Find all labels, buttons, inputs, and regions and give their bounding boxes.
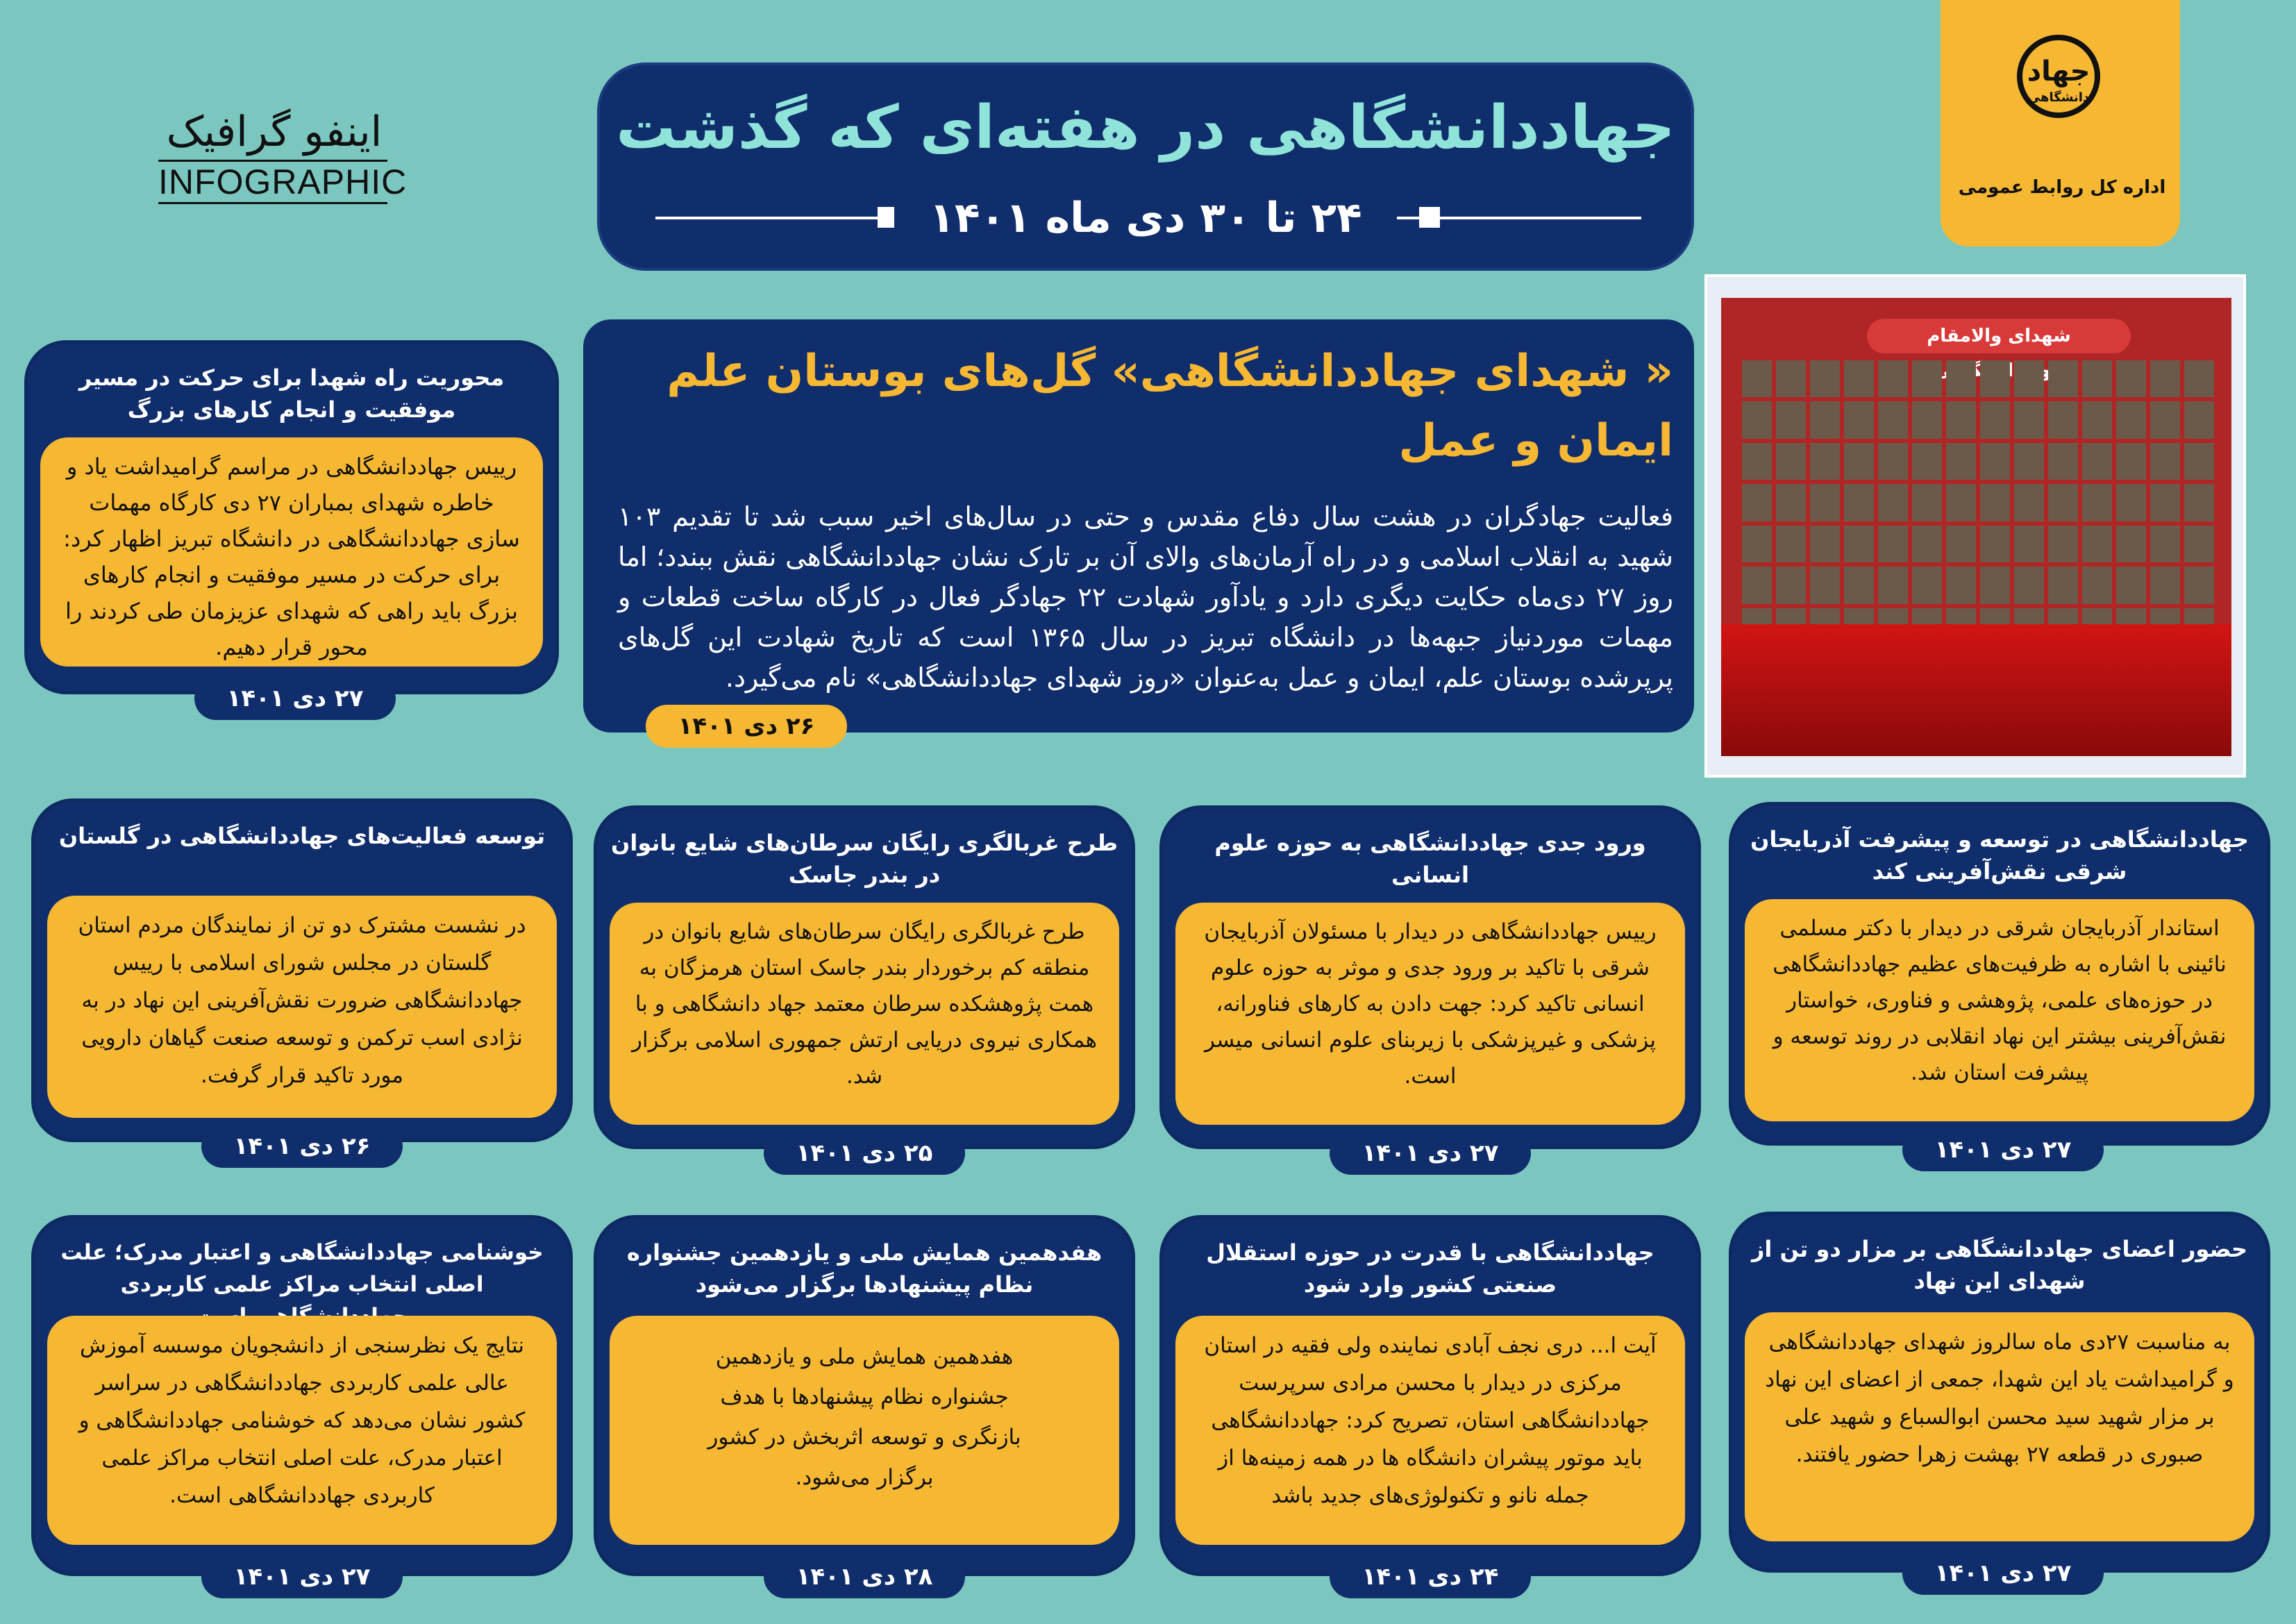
- portrait-tile: [2116, 526, 2146, 562]
- card-title: طرح غربالگری رایگان سرطان‌های شایع بانوان در بندر جاسک: [611, 830, 1118, 888]
- portrait-tile: [1844, 443, 1874, 480]
- portrait-tile: [2048, 567, 2078, 603]
- card-body: رییس جهاددانشگاهی در دیدار با مسئولان آذربایجان شرقی با تاکید بر ورود جدی و موثر به حوزه علوم انسانی تاکید کرد: جهت دادن به کارهای فناورانه، پزشکی و غیرپزشکی با زیربنای علوم انسانی میسر است.: [1175, 903, 1685, 1125]
- logo-caption: اداره کل روابط عمومی: [1958, 177, 2166, 198]
- portrait-tile: [1946, 443, 1976, 480]
- portrait-tile: [2150, 526, 2180, 562]
- portrait-tile: [1810, 360, 1840, 397]
- portrait-tile: [1776, 443, 1806, 480]
- portrait-tile: [2150, 567, 2180, 603]
- feature-date: ۲۶ دی ۱۴۰۱: [646, 705, 847, 748]
- portrait-tile: [2184, 484, 2214, 521]
- portrait-tile: [2116, 360, 2146, 397]
- card-date: ۲۷ دی ۱۴۰۱: [201, 1555, 403, 1598]
- portrait-tile: [1980, 484, 2010, 521]
- feature-body: فعالیت جهادگران در هشت سال دفاع مقدس و حتی در سال‌های اخیر سبب شد تا تقدیم ۱۰۳ شهید به انقلاب اسلامی و در راه آرمان‌های والای آن بر تارک نشان جهاددانشگاهی نقش ببندد؛ اما روز ۲۷ دی‌ماه حکایت دیگری دارد و یادآور شهادت ۲۲ جهادگر فعال در کارگاه ساخت قطعات و مهمات موردنیاز جبهه‌ها در دانشگاه تبریز در سال ۱۳۶۵ است که تاریخ شهادت این گل‌های پرپرشده بوستان علم، ایمان و عمل به‌عنوان «روز شهدای جهاددانشگاهی» نام می‌گیرد.: [618, 501, 1673, 693]
- portrait-tile: [2184, 443, 2214, 480]
- portrait-tile: [2150, 443, 2180, 480]
- poster-panel: [1721, 298, 2231, 756]
- page-title: جهاددانشگاهی در هفته‌ای که گذشت: [616, 93, 1675, 162]
- news-card: [1159, 805, 1701, 1167]
- portrait-tile: [1878, 567, 1908, 603]
- portrait-tile: [2116, 484, 2146, 521]
- portrait-tile: [1980, 360, 2010, 397]
- portrait-tile: [2184, 401, 2214, 438]
- tulips-image: [1721, 624, 2231, 756]
- portrait-tile: [2082, 401, 2112, 438]
- portrait-tile: [1742, 401, 1772, 438]
- portrait-tile: [2014, 567, 2044, 603]
- card-body: طرح غربالگری رایگان سرطان‌های شایع بانوان در منطقه کم برخوردار بندر جاسک استان هرمزگان به همت پژوهشکده سرطان معتمد جهاد دانشگاهی و با همکاری نیروی دریایی ارتش جمهوری اسلامی برگزار شد.: [610, 903, 1119, 1125]
- card-title: هفدهمین همایش ملی و یازدهمین جشنواره نظام پیشنهادها برگزار می‌شود: [626, 1239, 1103, 1298]
- portrait-tile: [2116, 443, 2146, 480]
- portrait-tile: [1810, 484, 1840, 521]
- logo-subtitle: دانشگاهی: [2027, 90, 2090, 105]
- card-body: استاندار آذربایجان شرقی در دیدار با دکتر مسلمی نائینی با اشاره به ظرفیت‌های عظیم جهاددانشگاهی در حوزه‌های علمی، پژوهشی و فناوری، خواستار نقش‌آفرینی بیشتر این نهاد انقلابی در روند توسعه و پیشرفت استان شد.: [1745, 899, 2254, 1121]
- news-card: [594, 1215, 1135, 1591]
- portrait-tile: [2082, 443, 2112, 480]
- news-card: [31, 798, 573, 1160]
- portrait-tile: [1844, 360, 1874, 397]
- card-date: ۲۷ دی ۱۴۰۱: [1902, 1552, 2104, 1595]
- portrait-tile: [2082, 526, 2112, 562]
- card-date: ۲۷ دی ۱۴۰۱: [1330, 1132, 1531, 1175]
- portrait-tile: [2150, 401, 2180, 438]
- card-date: ۲۵ دی ۱۴۰۱: [764, 1132, 965, 1175]
- news-card: [31, 1215, 573, 1591]
- feature-article: [583, 319, 1694, 740]
- portrait-tile: [1980, 401, 2010, 438]
- card-title: محوریت راه شهدا برای حرکت در مسیر موفقیت و انجام کارهای بزرگ: [78, 365, 505, 423]
- card-body: هفدهمین همایش ملی و یازدهمین جشنواره نظام پیشنهادها با هدف بازنگری و توسعه اثربخش در کشور برگزار می‌شود.: [610, 1316, 1119, 1545]
- portrait-tile: [1776, 401, 1806, 438]
- news-card: [1729, 802, 2270, 1164]
- portrait-tile: [1810, 401, 1840, 438]
- portrait-tile: [1742, 484, 1772, 521]
- card-date: ۲۷ دی ۱۴۰۱: [1902, 1128, 2104, 1171]
- portrait-tile: [1946, 360, 1976, 397]
- portrait-tile: [2014, 401, 2044, 438]
- portrait-tile: [1912, 484, 1942, 521]
- portrait-tile: [2082, 484, 2112, 521]
- portrait-tile: [1878, 360, 1908, 397]
- portrait-tile: [1878, 401, 1908, 438]
- portrait-tile: [1878, 484, 1908, 521]
- portrait-tile: [2184, 526, 2214, 562]
- logo-word: جهاد: [2027, 56, 2090, 87]
- news-card: [24, 340, 559, 712]
- card-title: ورود جدی جهاددانشگاهی به حوزه علوم انسانی: [1214, 830, 1646, 888]
- card-date: ۲۶ دی ۱۴۰۱: [201, 1125, 403, 1168]
- portrait-tile: [1844, 401, 1874, 438]
- portrait-tile: [1980, 567, 2010, 603]
- card-title: توسعه فعالیت‌های جهاددانشگاهی در گلستان: [58, 823, 546, 849]
- portrait-tile: [2014, 526, 2044, 562]
- portrait-tile: [1980, 526, 2010, 562]
- portrait-tile: [2014, 443, 2044, 480]
- portrait-grid: [1742, 360, 2214, 645]
- card-title: خوشنامی جهاددانشگاهی و اعتبار مدرک؛ علت اصلی انتخاب مراکز علمی کاربردی: [60, 1240, 544, 1297]
- portrait-tile: [1844, 526, 1874, 562]
- portrait-tile: [1776, 360, 1806, 397]
- card-title: جهاددانشگاهی با قدرت در حوزه استقلال صنعتی کشور وارد شود: [1206, 1239, 1654, 1298]
- header-banner: [597, 62, 1694, 271]
- portrait-tile: [1946, 567, 1976, 603]
- portrait-tile: [2048, 484, 2078, 521]
- card-body: آیت ا... دری نجف آبادی نماینده ولی فقیه در استان مرکزی در دیدار با محسن مرادی سرپرست جهاددانشگاهی استان، تصریح کرد: جهاددانشگاهی باید موتور پیشران دانشگاه ها در همه زمینه‌ها از جمله نانو و تکنولوژی‌های جدید باشد: [1175, 1316, 1685, 1545]
- card-body: در نشست مشترک دو تن از نمایندگان مردم استان گلستان در مجلس شورای اسلامی با رییس جهاددانشگاهی ضرورت نقش‌آفرینی این نهاد در به نژادی اسب ترکمن و توسعه صنعت گیاهان دارویی مورد تاکید قرار گرفت.: [47, 896, 557, 1118]
- card-date: ۲۷ دی ۱۴۰۱: [194, 677, 396, 720]
- card-date: ۲۴ دی ۱۴۰۱: [1330, 1555, 1531, 1598]
- infographic-label-fa: اینفو گرافیک: [166, 108, 383, 156]
- news-card: [594, 805, 1135, 1167]
- portrait-tile: [2014, 360, 2044, 397]
- poster-banner: شهدای والامقام: [1867, 319, 2131, 353]
- date-range: ۲۴ تا ۳۰ دی ماه ۱۴۰۱: [894, 194, 1396, 242]
- portrait-tile: [1912, 526, 1942, 562]
- portrait-tile: [2184, 360, 2214, 397]
- portrait-tile: [1810, 443, 1840, 480]
- portrait-tile: [1912, 401, 1942, 438]
- portrait-tile: [2082, 567, 2112, 603]
- portrait-tile: [1946, 526, 1976, 562]
- portrait-tile: [1742, 526, 1772, 562]
- card-body: نتایج یک نظرسنجی از دانشجویان موسسه آموزش عالی علمی کاربردی جهاددانشگاهی در سراسر کشور نشان می‌دهد که خوشنامی جهاددانشگاهی و اعتبار مدرک، علت اصلی انتخاب مراکز علمی کاربردی جهاددانشگاهی است.: [47, 1316, 557, 1545]
- portrait-tile: [2116, 401, 2146, 438]
- portrait-tile: [2082, 360, 2112, 397]
- portrait-tile: [1946, 401, 1976, 438]
- martyrs-poster-image: [1704, 274, 2246, 778]
- portrait-tile: [2048, 443, 2078, 480]
- portrait-tile: [1844, 567, 1874, 603]
- portrait-tile: [2116, 567, 2146, 603]
- portrait-tile: [2184, 567, 2214, 603]
- portrait-tile: [1742, 567, 1772, 603]
- card-body: رییس جهاددانشگاهی در مراسم گرامیداشت یاد و خاطره شهدای بمباران ۲۷ دی کارگاه مهمات سازی جهاددانشگاهی در دانشگاه تبریز اظهار کرد: برای حرکت در مسیر موفقیت و انجام کارهای بزرگ باید راهی که شهدای عزیزمان طی کردند را محور قرار دهیم.: [40, 437, 543, 667]
- card-date: ۲۸ دی ۱۴۰۱: [764, 1555, 965, 1598]
- portrait-tile: [1878, 526, 1908, 562]
- portrait-tile: [2048, 360, 2078, 397]
- feature-title: « شهدای جهاددانشگاهی» گل‌های بوستان علم ایمان و عمل: [667, 346, 1673, 467]
- portrait-tile: [2014, 484, 2044, 521]
- portrait-tile: [1776, 526, 1806, 562]
- news-card: [1729, 1212, 2270, 1587]
- portrait-tile: [1742, 443, 1772, 480]
- portrait-tile: [1912, 443, 1942, 480]
- portrait-tile: [1742, 360, 1772, 397]
- portrait-tile: [1946, 484, 1976, 521]
- card-title: حضور اعضای جهاددانشگاهی بر مزار دو تن از شهدای این نهاد: [1751, 1236, 2248, 1294]
- infographic-label-en: INFOGRAPHIC: [158, 160, 387, 204]
- portrait-tile: [2048, 526, 2078, 562]
- card-body: به مناسبت ۲۷دی ماه سالروز شهدای جهاددانشگاهی و گرامیداشت یاد این شهدا، جمعی از اعضای این نهاد بر مزار شهید سید محسن ابوالسباع و شهید علی صبوری در قطعه ۲۷ بهشت زهرا حضور یافتند.: [1745, 1312, 2254, 1541]
- portrait-tile: [1980, 443, 2010, 480]
- portrait-tile: [2048, 401, 2078, 438]
- news-card: [1159, 1215, 1701, 1591]
- card-title: جهاددانشگاهی در توسعه و پیشرفت آذربایجان شرقی نقش‌آفرینی کند: [1750, 826, 2249, 885]
- portrait-tile: [1810, 526, 1840, 562]
- portrait-tile: [1912, 567, 1942, 603]
- portrait-tile: [1912, 360, 1942, 397]
- portrait-tile: [2150, 360, 2180, 397]
- portrait-tile: [1776, 484, 1806, 521]
- portrait-tile: [1776, 567, 1806, 603]
- portrait-tile: [2150, 484, 2180, 521]
- portrait-tile: [1844, 484, 1874, 521]
- portrait-tile: [1810, 567, 1840, 603]
- portrait-tile: [1878, 443, 1908, 480]
